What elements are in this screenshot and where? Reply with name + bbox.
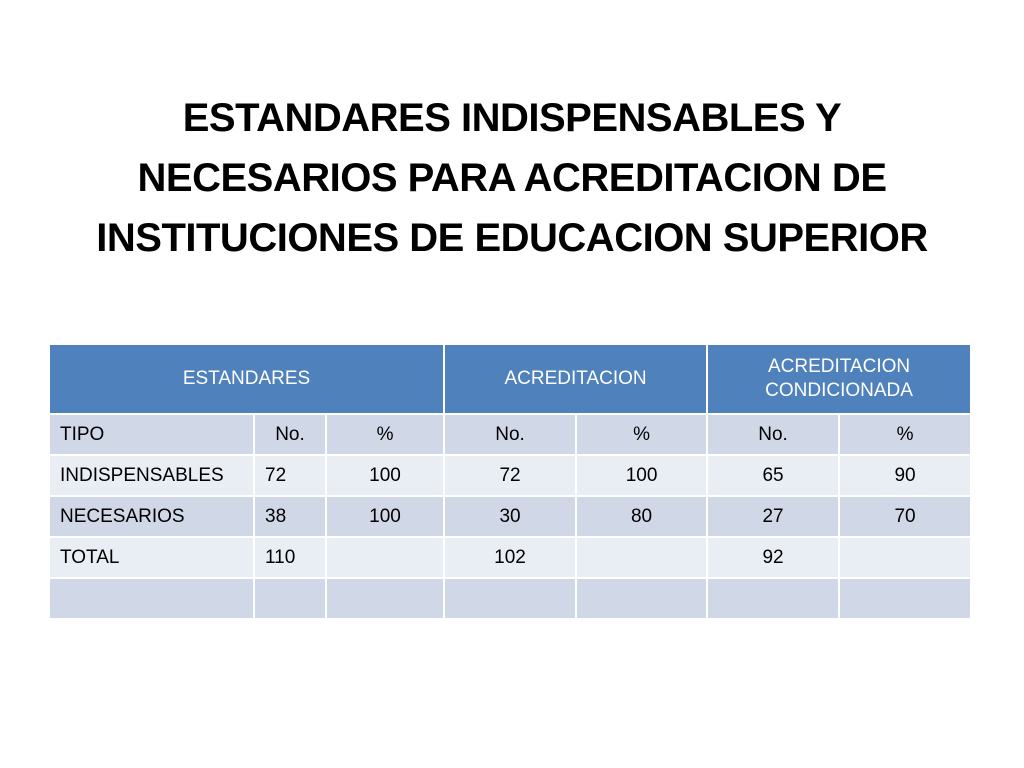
table-cell: %: [326, 414, 444, 455]
table-row: [49, 414, 971, 455]
table-cell: 80: [576, 496, 707, 537]
table-header-row: [49, 344, 971, 414]
table-cell: 102: [444, 537, 576, 578]
table-cell: TOTAL: [49, 537, 254, 578]
table-cell: [49, 578, 254, 619]
header-acreditacion-condicionada: [707, 344, 971, 414]
table-cell: 72: [444, 455, 576, 496]
table-cell: 27: [707, 496, 839, 537]
table-cell: No.: [254, 414, 326, 455]
table-cell: %: [576, 414, 707, 455]
table-row: [49, 578, 971, 619]
table-cell: [839, 537, 971, 578]
header-acreditacion-condicionada-line-1: ACREDITACION: [767, 356, 911, 377]
table-cell: [326, 537, 444, 578]
header-acreditacion: ACREDITACION: [444, 344, 707, 414]
table-cell: 100: [326, 496, 444, 537]
table-cell: [254, 578, 326, 619]
table-cell: 92: [707, 537, 839, 578]
title-line-3: INSTITUCIONES DE EDUCACION SUPERIOR: [96, 216, 928, 260]
header-estandares: ESTANDARES: [49, 344, 444, 414]
table-row: [49, 537, 971, 578]
header-acreditacion-condicionada-line-2: CONDICIONADA: [765, 380, 913, 401]
table-cell: [576, 578, 707, 619]
table-cell: [707, 578, 839, 619]
table-cell: [326, 578, 444, 619]
table-cell: INDISPENSABLES: [49, 455, 254, 496]
table-cell: 70: [839, 496, 971, 537]
table-cell: 38: [254, 496, 326, 537]
table-cell: 30: [444, 496, 576, 537]
table-cell: 100: [326, 455, 444, 496]
table-cell: 100: [576, 455, 707, 496]
table-row: [49, 496, 971, 537]
table-row: [49, 455, 971, 496]
table-cell: No.: [707, 414, 839, 455]
title-line-2: NECESARIOS PARA ACREDITACION DE: [137, 156, 887, 200]
table-cell: [839, 578, 971, 619]
table-cell: 65: [707, 455, 839, 496]
accreditation-table: [48, 343, 972, 620]
table-cell: 110: [254, 537, 326, 578]
table-cell: 90: [839, 455, 971, 496]
table-cell: %: [839, 414, 971, 455]
table-cell: [576, 537, 707, 578]
table-cell: [444, 578, 576, 619]
table-cell: NECESARIOS: [49, 496, 254, 537]
title-line-1: ESTANDARES INDISPENSABLES Y: [182, 96, 842, 140]
slide-title: [40, 88, 984, 268]
table-cell: TIPO: [49, 414, 254, 455]
table-cell: 72: [254, 455, 326, 496]
table-cell: No.: [444, 414, 576, 455]
